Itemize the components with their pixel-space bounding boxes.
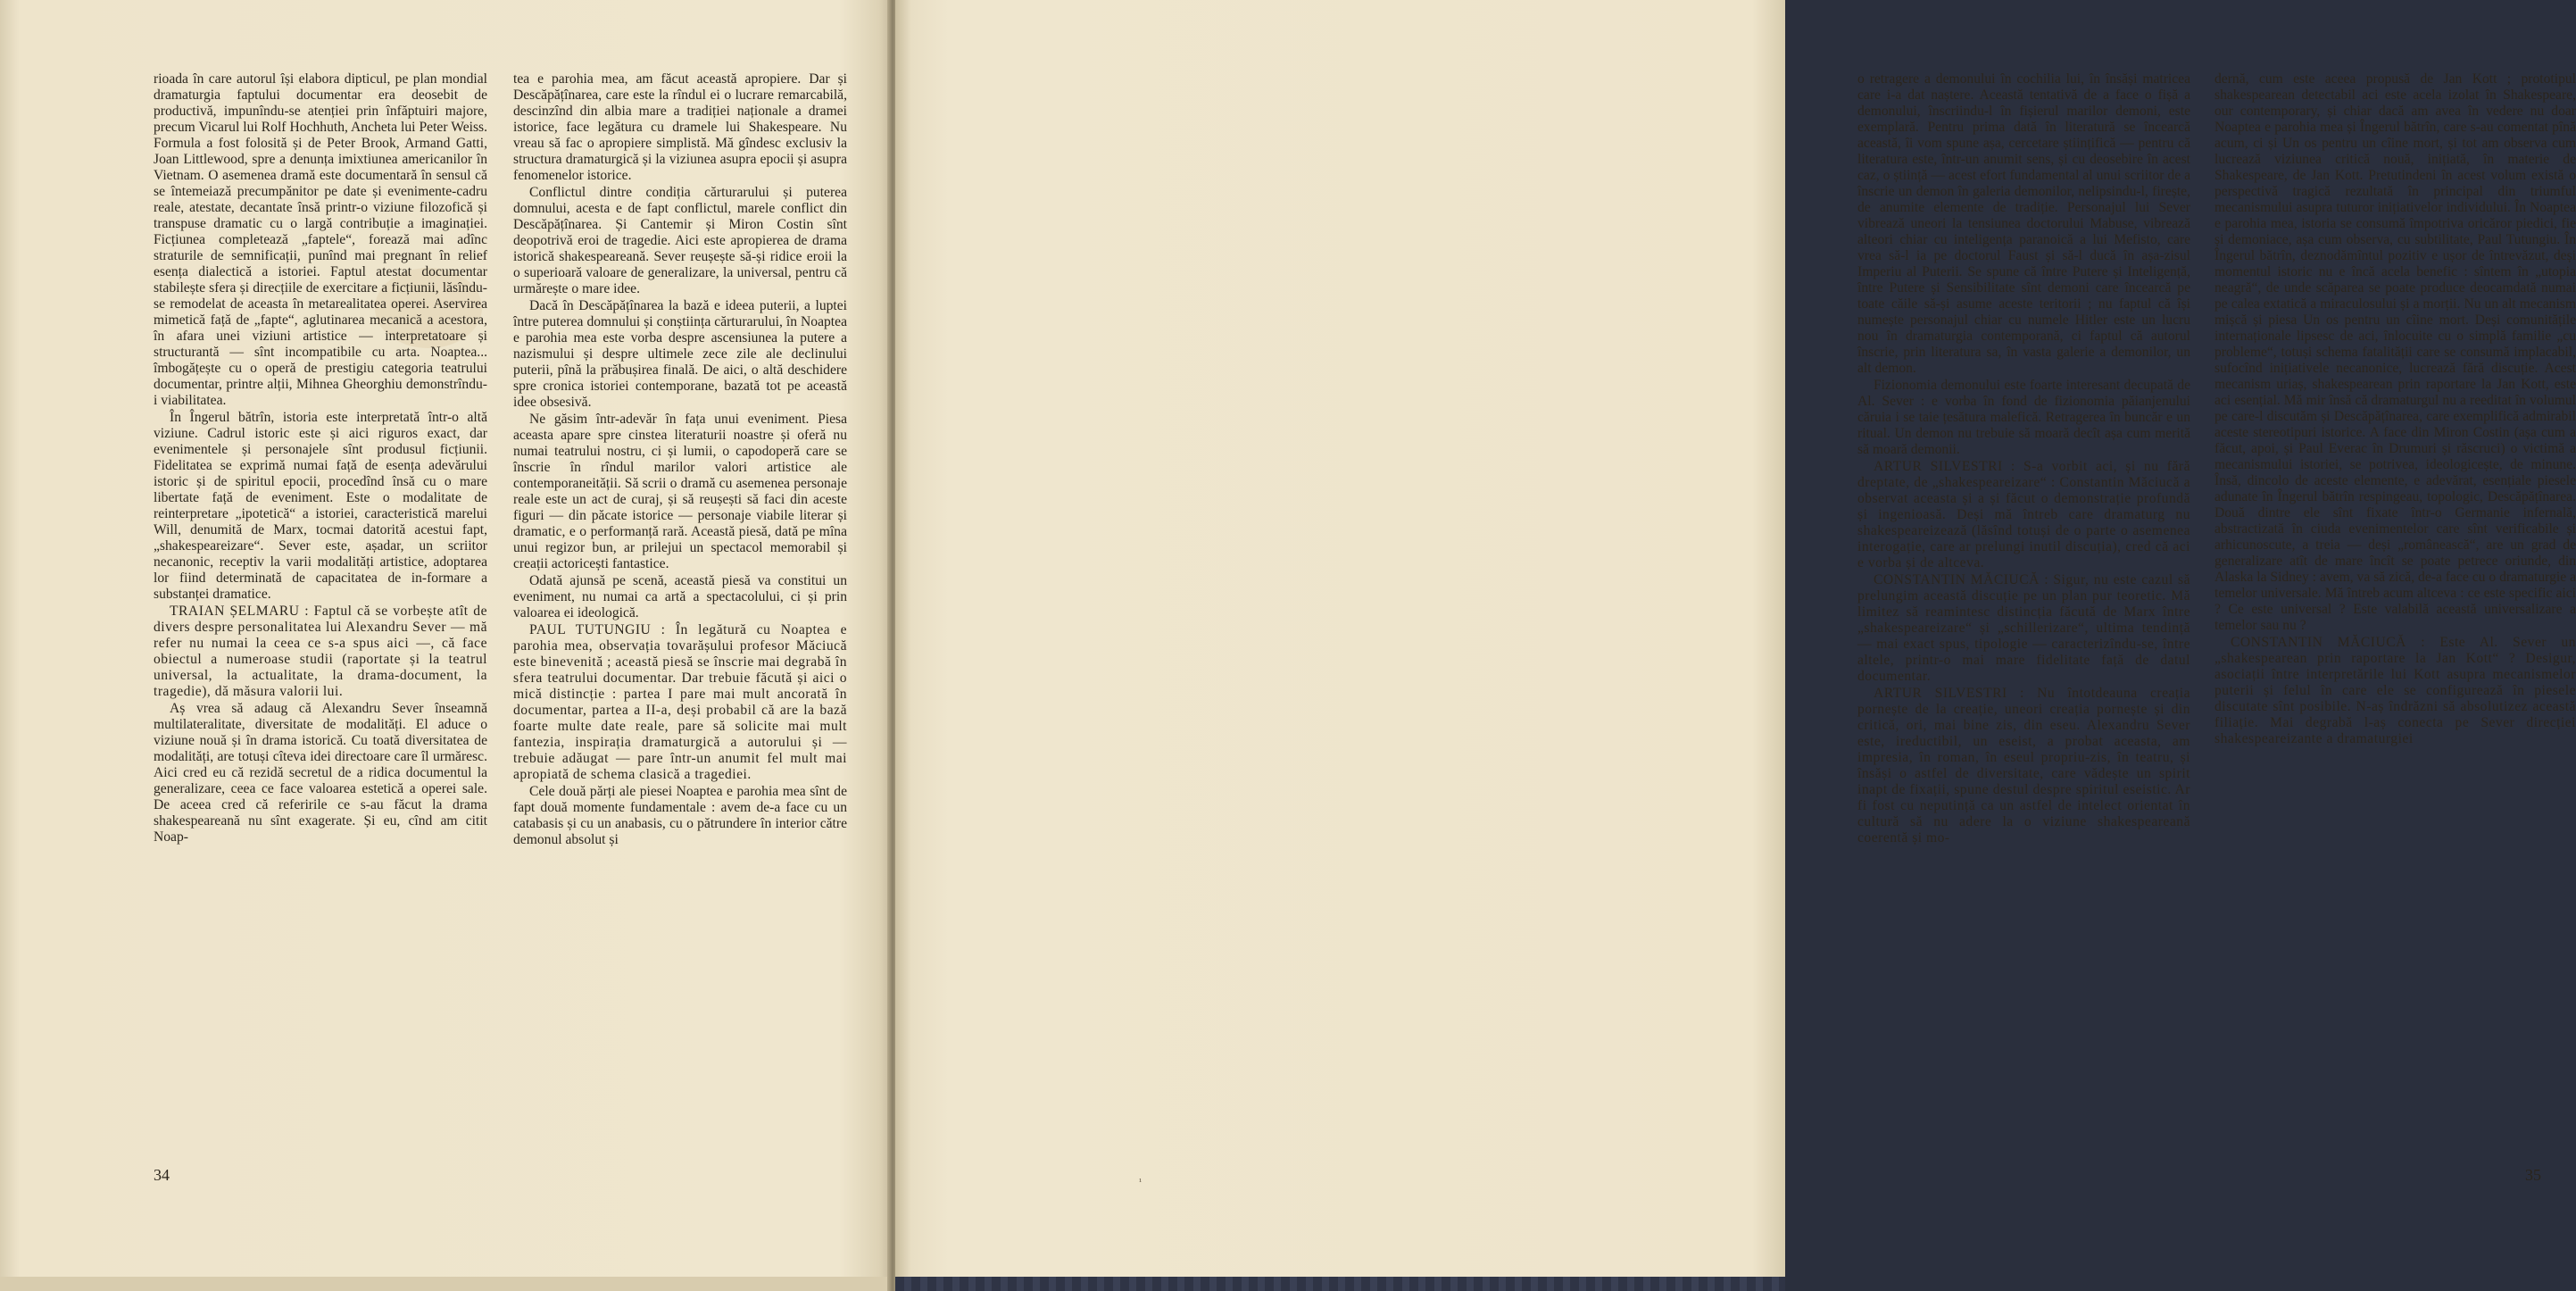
body-paragraph: Odată ajunsă pe scenă, această piesă va constitui un eveniment, nu numai ca artă a spectacolului, ci și prin valoarea ei ideologică.	[513, 573, 847, 621]
page-number-left: 34	[154, 1166, 170, 1184]
body-paragraph: tea e parohia mea, am făcut această apropiere. Dar și Descăpățînarea, care este la rîndul ei o lucrare remarcabilă, descinzînd din albia mare a tradiției naționale a dramei istorice, face legătura cu dramele lui Shakespeare. Nu vreau să fac o apropiere simplistă. Mă gîndesc exclusiv la structura dramaturgică și la viziunea asupra epocii și asupra fenomenelor istorice.	[513, 71, 847, 183]
speaker-paragraph: PAUL TUTUNGIU : În legătură cu Noaptea e parohia mea, observația tovarășului profesor Măciucă este binevenită ; această piesă se înscrie mai degrabă în sfera teatrului documentar. Dar trebuie făcută și aici o mică distincție : partea I pare mai mult ancorată în documentar, partea a II-a, deși probabil că are la bază foarte multe date reale, pare să solicite mai mult fantezia, inspirația dramaturgică a autorului și — trebuie adăugat — pare într-un anumit fel mult mai apropiată de schema clasică a tragediei.	[513, 622, 847, 782]
left-column-1	[154, 71, 487, 845]
body-paragraph: Aș vrea să adaug că Alexandru Sever înseamnă multilateralitate, diversitate de modalități. El aduce o viziune nouă și în drama istorică. Cu toată diversitatea de modalități, are totuși cîteva idei directoare care îl urmăresc. Aici cred eu că rezidă secretul de a ridica documentul la generalizare, ceea ce face valoarea estetică a operei sale. De aceea cred că referirile ce s-au făcut la drama shakespeareană nu sînt exagerate. Și eu, cînd am citit Noap-	[154, 701, 487, 845]
body-paragraph: Dacă în Descăpățînarea la bază e ideea puterii, a luptei între puterea domnului și conștiința cărturarului, în Noaptea e parohia mea este vorba despre ascensiunea la putere a nazismului și despre ultimele zece zile ale declinului puterii, pînă la prăbușirea finală. De aici, o altă deschidere spre cronica istoriei contemporane, bazată tot pe această idee obsesivă.	[513, 298, 847, 410]
speaker-paragraph: ARTUR SILVESTRI : Nu întotdeauna creația pornește de la creație, uneori creația pornește și din critică, ori, mai bine zis, din eseu. Alexandru Sever este, ireductibil, un eseist, a probat aceasta, am impresia, în roman, în eseul propriu-zis, în teatru, și însăși o astfel de diversitate, care vădește un spirit inapt de fixații, spune destul despre spiritul eseistic. Ar fi fost cu neputință ca un astfel de intelect orientat în cultură să nu adere la o viziune shakespeareană coerentă și mo-	[1857, 686, 2190, 845]
center-mark: ¹	[1139, 1177, 1143, 1187]
left-column-2	[513, 71, 847, 848]
body-paragraph: o retragere a demonului în cochilia lui, în însăși matricea care i-a dat naștere. Această tentativă de a face o fișă a demonului, înscriindu-l în fișierul marilor demoni, este exemplară. Pentru prima dată în literatură se încearcă această, îi vom spune așa, cercetare științifică — pentru că literatura este, într-un anumit sens, și cu deosebire în acest caz, o știință — acest efort fundamental al unui scriitor de a înscrie un demon în galeria demonilor, nelipsindu-l, firește, de anumite elemente de tradiție. Personajul lui Sever vibrează uneori la tensiunea doctorului Mabuse, vibrează alteori chiar cu inteligența paranoică a lui Mefisto, care vrea să-l ia pe doctorul Faust și să-l ducă în așa-zisul Imperiu al Puterii. Se spune că între Putere și Inteligență, între Putere și Sensibilitate sînt demoni care încearcă pe toate căile să-și asume aceste teritorii ; nu faptul că își numește personajul chiar cu numele Hitler este un lucru nou în dramaturgia contemporană, ci faptul că autorul înscrie, prin literatura sa, în vasta galerie a demonilor, un alt demon.	[1857, 71, 2190, 376]
page-number-right: 35	[2525, 1166, 2541, 1184]
right-column-2	[2215, 71, 2576, 747]
body-paragraph: Cele două părți ale piesei Noaptea e parohia mea sînt de fapt două momente fundamentale : avem de-a face cu un catabasis și cu un anabasis, cu o pătrundere în interior către demonul absolut și	[513, 784, 847, 847]
body-paragraph: dernă, cum este aceea propusă de Jan Kott ; prototipul shakespearean detectabil aci este acela izolat în Shakespeare, our contemporary, și chiar dacă am avea în vedere nu doar Noaptea e parohia mea și Îngerul bătrîn, care s-au comentat pînă acum, ci și Un os pentru un cîine mort, și tot am observa cum lucrează viziunea critică nouă, inițiată, în materie de Shakespeare, de Jan Kott. Pretutindeni în acest volum există o perspectivă tragică rezultată în principal din triumful mecanismului asupra tuturor inițiativelor individului. În Noaptea e parohia mea, istoria se consumă împotriva oricăror piedici, fie și demoniace, așa cum observa, cu subtilitate, Paul Tutungiu. În Îngerul bătrîn, deznodămîntul pozitiv e ușor de întrevăzut, deși momentul istoric nu e încă acela benefic : sîntem în „utopia neagră“, de unde scăparea se poate produce deocamdată numai pe calea extatică a miraculosului și a morții. Nu un alt mecanism mișcă și piesa Un os pentru un cîine mort. Deși comunitățile internaționale lipsesc de aci, înlocuite cu o simplă familie „cu probleme“, totuși schema fatalității care se consumă implacabil, sufocînd inițiativele necanonice, lucrează fără discuție. Acest mecanism uriaș, shakespearean prin raportare la Jan Kott, este aci esențial. Mă mir însă că dramaturgul nu a reeditat în volumul pe care-l discutăm și Descăpățînarea, care exemplifică admirabil aceste stereotipuri istorice. A face din Miron Costin (așa cum a făcut, apoi, și Paul Everac în Drumuri și răscruci) o victimă a mecanismului istoriei, se potrivea, ideologicește, de minune. Însă, dincolo de aceste elemente, e adevărat, esențiale piesele adunate în Îngerul bătrîn respingeau, topologic, Descăpățînarea. Două dintre ele sînt fixate într-o Germanie infernală, abstractizată în ciuda evenimentelor care sînt verificabile și arhicunoscute, a treia — deși „românească“, are un grad de generalizare atît de mare încît se poate petrece oriunde, din Alaska la Sidney : avem, va să zică, de-a face cu o dramaturgie a temelor universale. Mă întreb acum altceva : ce este specific aici ? Ce este universal ? Este valabilă această universalizare a temelor sau nu ?	[2215, 71, 2576, 633]
body-paragraph: Fizionomia demonului este foarte interesant decupată de Al. Sever : e vorba în fond de fizionomia păianjenului căruia i se taie țesătura malefică. Retragerea în buncăr e un ritual. Un demon nu trebuie să moară decît așa cum merită să moară demonii.	[1857, 378, 2190, 457]
right-column-1	[1857, 71, 2190, 846]
speaker-paragraph: CONSTANTIN MĂCIUCĂ : Este Al. Sever un „shakespearean prin raportare la Jan Kott“ ? Desigur, asociații între interpretările lui Kott asupra mecanismelor puterii și felul în care ele se configurează în piesele discutate sînt posibile. N-aș îndrăzni să absolutizez această filiație. Mai degrabă l-aș conecta pe Sever direcției shakespeareizante a dramaturgiei	[2215, 635, 2576, 746]
right-page	[895, 0, 2576, 1277]
speaker-paragraph: TRAIAN ȘELMARU : Faptul că se vorbește atît de divers despre personalitatea lui Alexandru Sever — mă refer nu numai la ceea ce s-a spus aici —, că face obiectul a numeroase studii (raportate și la teatrul universal, la actualitate, la drama-document, la tragedie), dă măsura valorii lui.	[154, 604, 487, 699]
speaker-paragraph: CONSTANTIN MĂCIUCĂ : Sigur, nu este cazul să prelungim această discuție pe un plan pur teoretic. Mă limitez să reamintesc distincția făcută de Marx între „shakespeareizare“ și „schillerizare“, ultima tendință — mai exact spus, tipologie — caracterizîndu-se, între altele, printr-o mai mare fidelitate față de datul documentar.	[1857, 572, 2190, 684]
body-paragraph: rioada în care autorul își elabora dipticul, pe plan mondial dramaturgia faptului documentar era deosebit de productivă, impunîndu-se atenției prin înfăptuiri majore, precum Vicarul lui Rolf Hochhuth, Ancheta lui Peter Weiss. Formula a fost folosită și de Peter Brook, Armand Gatti, Joan Littlewood, spre a denunța imixtiunea americanilor în Vietnam. O asemenea dramă este documentară în sensul că se întemeiază precumpănitor pe date și evenimente-cadru reale, atestate, decantate însă printr-o viziune filozofică și transpuse dramatic cu o largă contribuție a imaginației. Ficțiunea completează „faptele“, forează mai adînc straturile de semnificații, punînd mai pregnant în relief esența dialectică a istoriei. Faptul atestat documentar stabilește sfera și direcțiile de exercitare a ficțiunii, lăsîndu-se remodelat de aceasta în metarealitatea operei. Aservirea mimetică față de „fapte“, aglutinarea mecanică a acestora, în afara unei viziuni artistice — interpretatoare și structurantă — sînt incompatibile cu arta. Noaptea... îmbogățește cu o operă de prestigiu categoria teatrului documentar, printre alții, Mihnea Gheorghiu demonstrîndu-i viabilitatea.	[154, 71, 487, 408]
left-page	[0, 0, 890, 1291]
page-edge	[0, 1277, 890, 1291]
cover-binding	[895, 1277, 1785, 1291]
body-paragraph: Ne găsim într-adevăr în fața unui eveniment. Piesa aceasta apare spre cinstea literaturii noastre și oferă nu numai teatrului nostru, ci și lumii, o capodoperă care se înscrie în rîndul marilor valori artistice ale contemporaneității. Să scrii o dramă cu asemenea personaje reale este un act de curaj, și să reușești să faci din aceste figuri — din păcate istorice — personaje viabile literar și dramatic, e o performanță rară. Această piesă, dată pe mîna unui regizor bun, ar prilejui un spectacol memorabil și creații actoricești fantastice.	[513, 412, 847, 571]
speaker-paragraph: ARTUR SILVESTRI : S-a vorbit aci, și nu fără dreptate, de „shakespeareizare“ : Constantin Măciucă a observat aceasta și a și făcut o demonstrație profundă și ingenioasă. Deși mă întreb care dramaturg nu shakespeareizează (lăsînd totuși de o parte o asemenea interogație, care ar prelungi inutil discuția), cred că aci e vorba și de altceva.	[1857, 459, 2190, 571]
body-paragraph: Conflictul dintre condiția cărturarului și puterea domnului, acesta e de fapt conflictul, marele conflict din Descăpățînarea. Și Cantemir și Miron Costin sînt deopotrivă eroi de tragedie. Aici este apropierea de drama istorică shakespeareană. Sever reușește să-și ridice eroii la o superioară valoare de generalizare, la universal, pentru că urmărește o mare idee.	[513, 185, 847, 296]
body-paragraph: În Îngerul bătrîn, istoria este interpretată într-o altă viziune. Cadrul istoric este și aici riguros exact, dar evenimentele și personajele sînt produsul ficțiunii. Fidelitatea se exprimă numai față de esența adevărului istoric și de spiritul epocii, procedînd însă cu o mare libertate față de eveniment. Este o modalitate de reinterpretare „ipotetică“ a istoriei, caracteristică marelui Will, denumită de Marx, tocmai datorită acestui fapt, „shakespeareizare“. Sever este, așadar, un scriitor necanonic, receptiv la varii modalități artistice, adoptarea lor fiind determinată de capacitatea de in-formare a substanței dramatice.	[154, 410, 487, 602]
